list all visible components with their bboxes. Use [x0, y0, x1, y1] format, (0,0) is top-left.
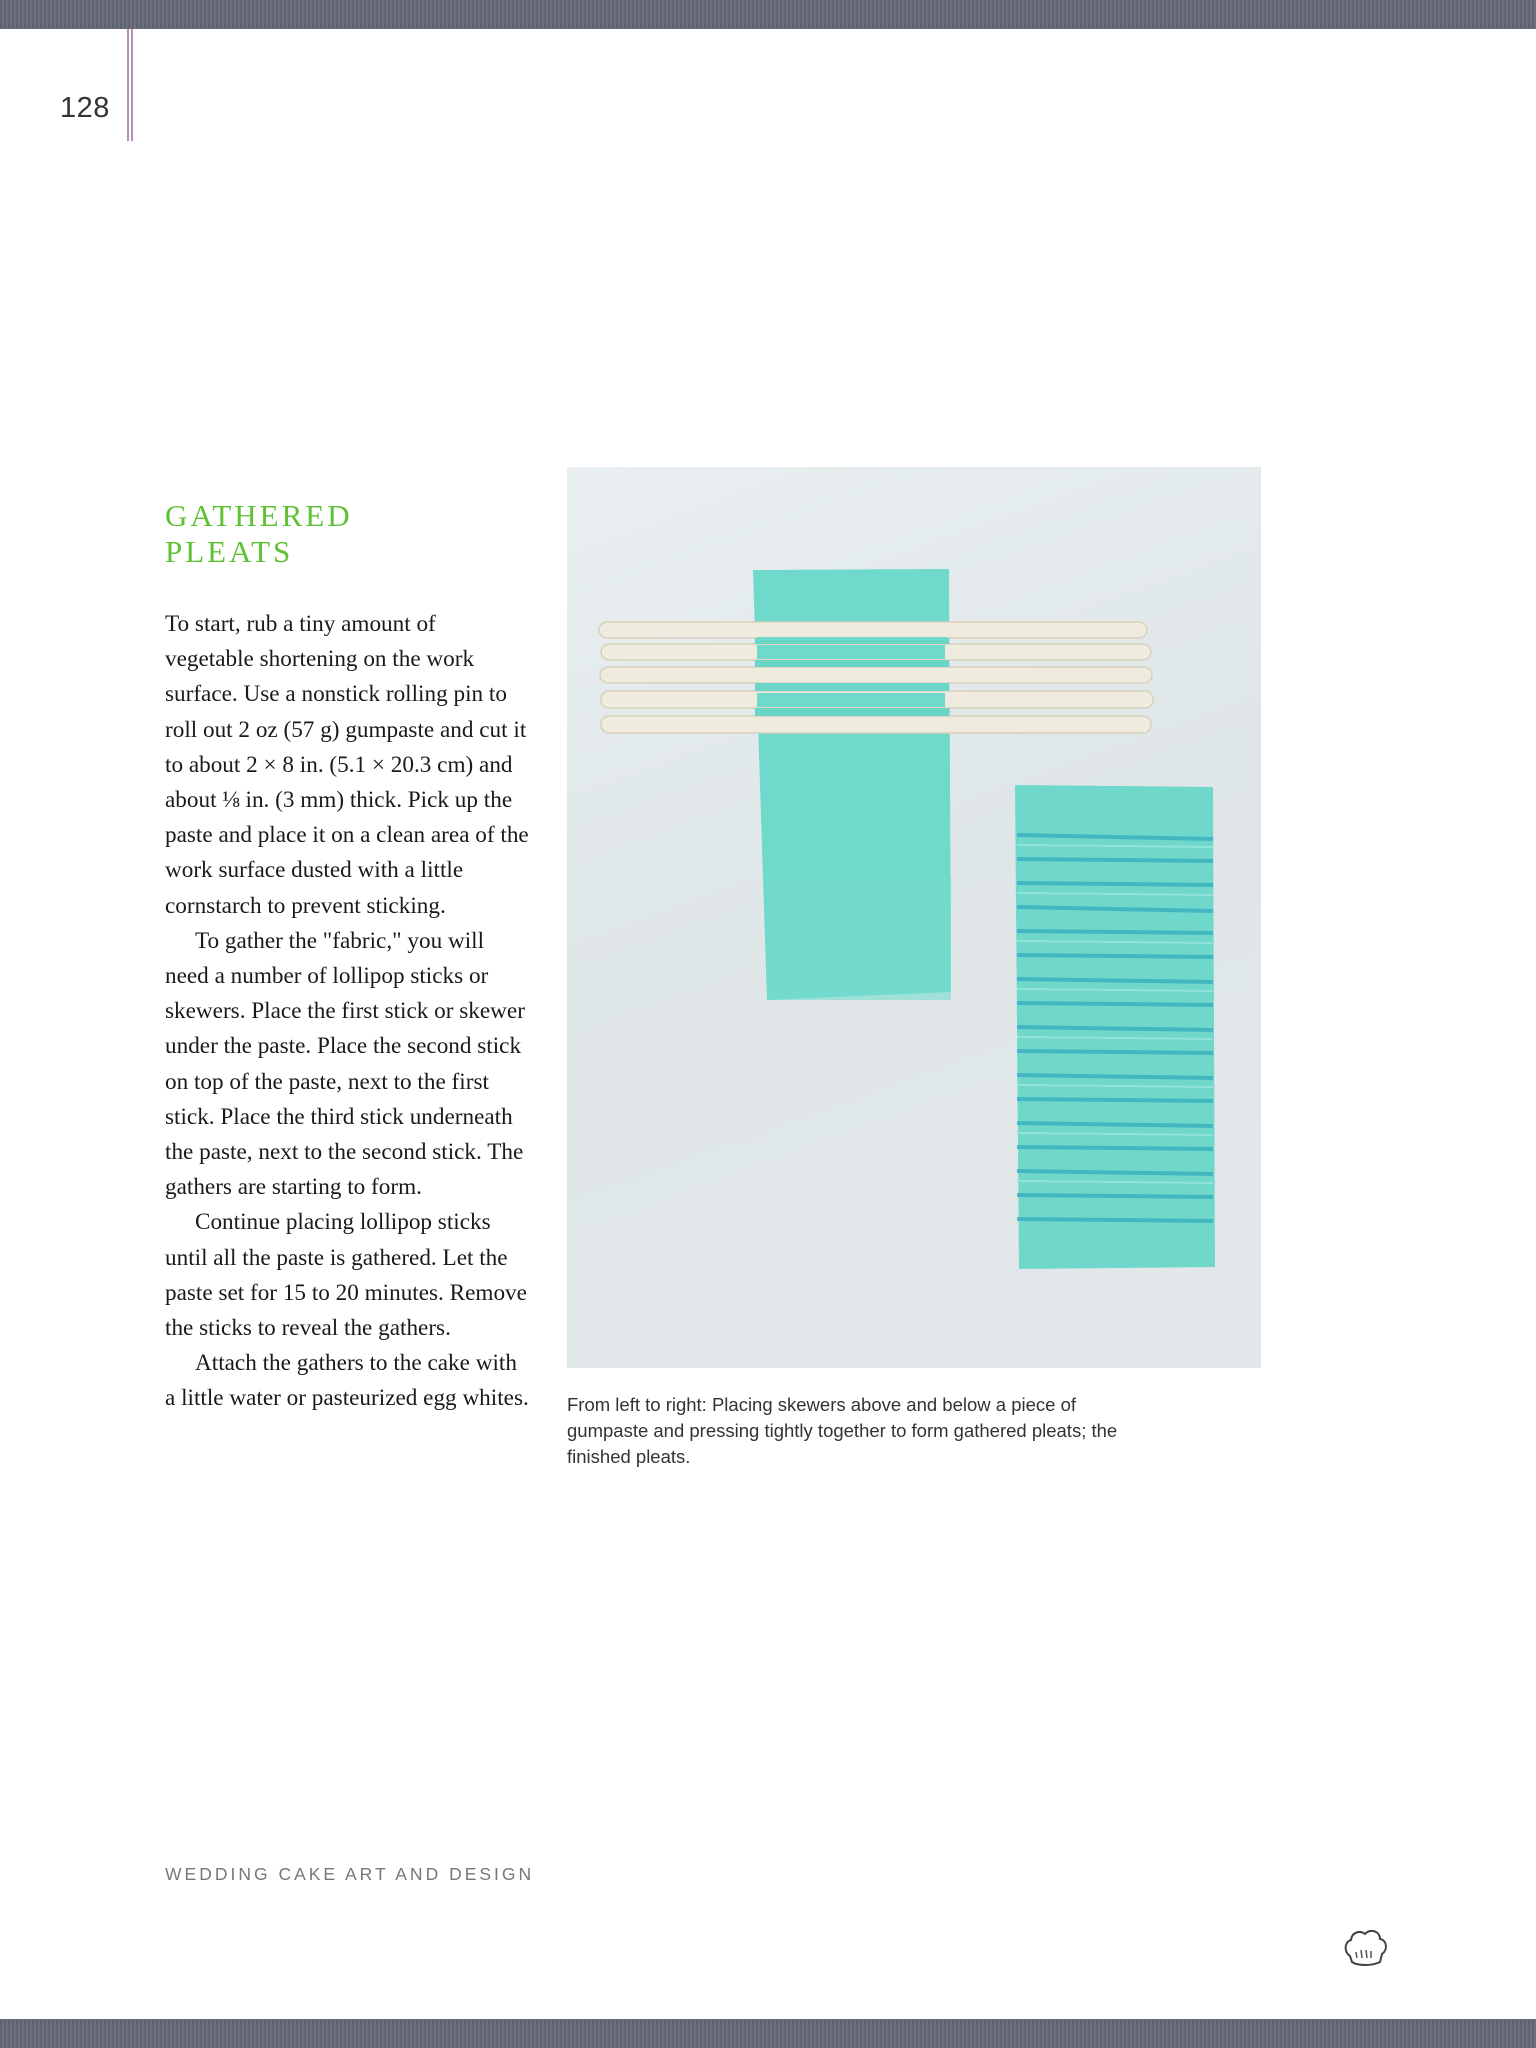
- section-heading: [165, 498, 353, 570]
- figure-caption: From left to right: Placing skewers above and below a piece of gumpaste and pressing tightly together to form gathered pleats; the finished pleats.: [567, 1394, 1118, 1467]
- margin-rule: [127, 29, 133, 141]
- running-footer: WEDDING CAKE ART AND DESIGN: [165, 1864, 535, 1884]
- page-number: 128: [60, 92, 110, 124]
- heading-line-2: PLEATS: [165, 534, 294, 569]
- paragraph: To start, rub a tiny amount of vegetable shortening on the work surface. Use a nonstick rolling pin to roll out 2 oz (57 g) gumpaste and cut it to about 2 × 8 in. (5.1 × 20.3 cm) and about ⅛ in. (3 mm) thick. Pick up the paste and place it on a clean area of the work surface dusted with a little cornstarch to prevent sticking.: [165, 611, 529, 919]
- pleats-photo: [567, 467, 1261, 1368]
- heading-line-1: GATHERED: [165, 498, 353, 533]
- paragraph: Continue placing lollipop sticks until all the paste is gathered. Let the paste set for 15 to 20 minutes. Remove the sticks to reveal the gathers.: [165, 1209, 527, 1342]
- top-frame-bar: [0, 0, 1536, 29]
- bottom-frame-bar: [0, 2019, 1536, 2048]
- paragraph: Attach the gathers to the cake with a little water or pasteurized egg whites.: [165, 1350, 529, 1412]
- finished-pleats: [1015, 785, 1215, 1269]
- chef-hat-icon: [1340, 1922, 1390, 1972]
- paragraph: To gather the "fabric," you will need a number of lollipop sticks or skewers. Place the first stick or skewer under the paste. Place the second stick on top of the paste, next to the first stick. Place the third stick underneath the paste, next to the second stick. The gathers are starting to form.: [165, 927, 525, 1201]
- body-text: [165, 607, 530, 1417]
